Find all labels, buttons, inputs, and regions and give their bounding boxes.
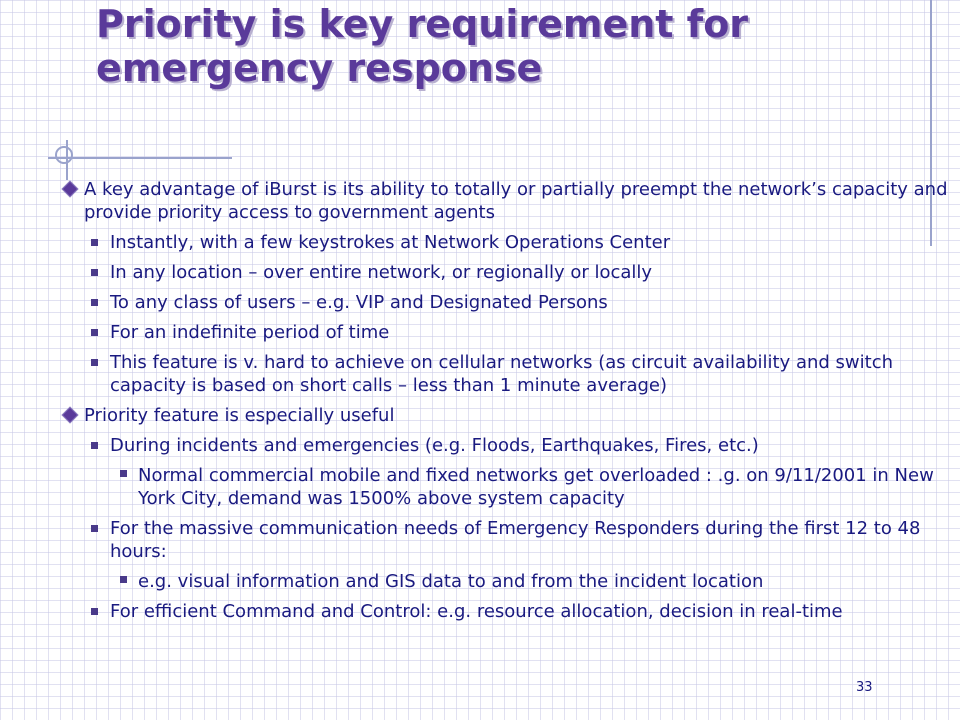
sub-bullet-item <box>62 321 954 344</box>
sub-sub-bullet-text: Normal commercial mobile and fixed networks get overloaded : .g. on 9/11/2001 in New York City, demand was 1500% above system capacity <box>138 465 934 509</box>
square-bullet-icon <box>91 359 98 366</box>
diamond-bullet-icon <box>62 181 79 198</box>
square-bullet-icon <box>91 239 98 246</box>
sub-bullet-item <box>62 517 954 563</box>
sub-bullet-item <box>62 600 954 623</box>
sub-bullet-item <box>62 291 954 314</box>
sub-bullet-text: Instantly, with a few keystrokes at Network Operations Center <box>110 232 671 253</box>
sub-bullet-item <box>62 231 954 254</box>
sub-bullet-text: During incidents and emergencies (e.g. Floods, Earthquakes, Fires, etc.) <box>110 435 759 456</box>
decor-horizontal-line <box>48 157 232 159</box>
sub-bullet-text: To any class of users – e.g. VIP and Designated Persons <box>110 292 608 313</box>
sub-sub-bullet-text: e.g. visual information and GIS data to and from the incident location <box>138 571 764 592</box>
square-bullet-icon <box>91 525 98 532</box>
sub-bullet-text: This feature is v. hard to achieve on cellular networks (as circuit availability and switch capacity is based on short calls – less than 1 minute average) <box>110 352 893 396</box>
small-square-bullet-icon <box>120 470 127 477</box>
sub-sub-bullet-item <box>62 464 954 510</box>
page-number: 33 <box>856 680 873 695</box>
slide-title: Priority is key requirement for emergency response <box>96 2 749 90</box>
sub-bullet-item <box>62 434 954 457</box>
square-bullet-icon <box>91 269 98 276</box>
bullet-list <box>62 178 954 630</box>
bullet-text: Priority feature is especially useful <box>84 405 395 426</box>
bullet-item <box>62 178 954 224</box>
diamond-bullet-icon <box>62 407 79 424</box>
sub-sub-bullet-item <box>62 570 954 593</box>
bullet-text: A key advantage of iBurst is its ability to totally or partially preempt the network’s capacity and provide priority access to government agents <box>84 179 948 223</box>
bullet-item <box>62 404 954 427</box>
small-square-bullet-icon <box>120 576 127 583</box>
square-bullet-icon <box>91 299 98 306</box>
square-bullet-icon <box>91 329 98 336</box>
sub-bullet-item <box>62 351 954 397</box>
sub-bullet-item <box>62 261 954 284</box>
square-bullet-icon <box>91 442 98 449</box>
sub-bullet-text: In any location – over entire network, or regionally or locally <box>110 262 653 283</box>
sub-bullet-text: For efficient Command and Control: e.g. resource allocation, decision in real-time <box>110 601 843 622</box>
sub-bullet-text: For the massive communication needs of Emergency Responders during the first 12 to 48 hours: <box>110 518 921 562</box>
square-bullet-icon <box>91 608 98 615</box>
decor-circle-icon <box>55 146 73 164</box>
sub-bullet-text: For an indefinite period of time <box>110 322 390 343</box>
